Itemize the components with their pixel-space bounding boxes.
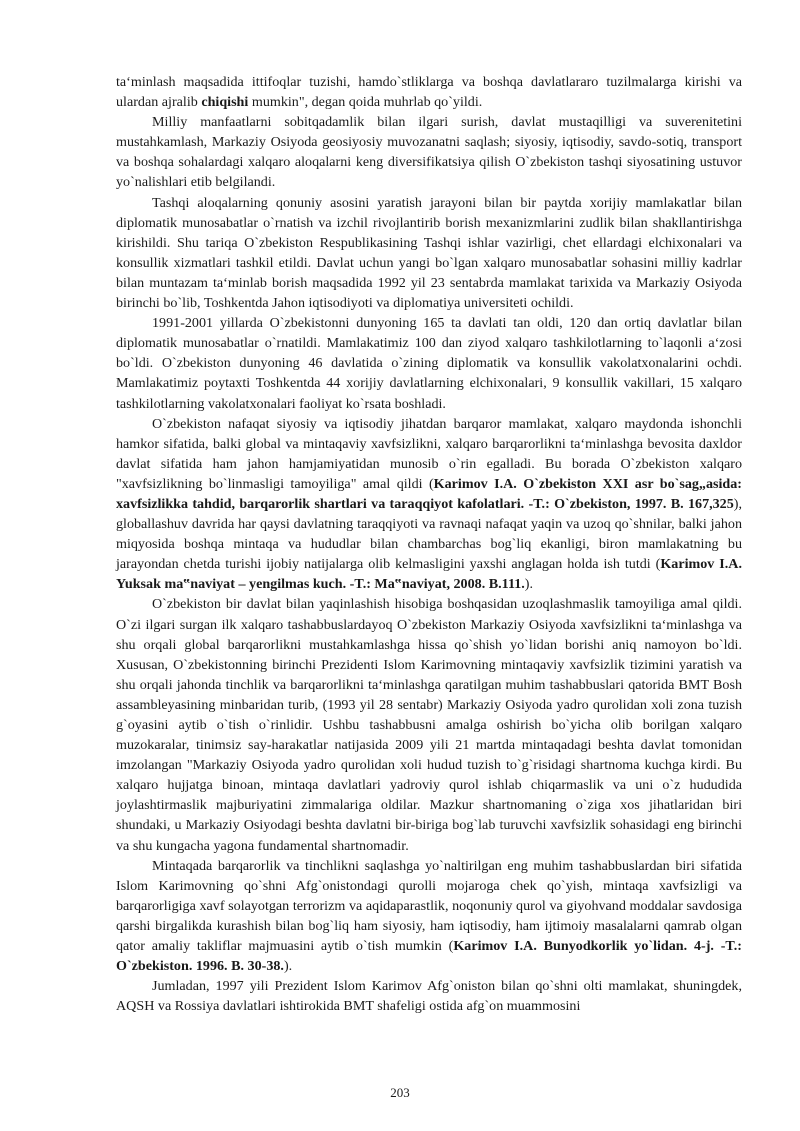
paragraph-text: Tashqi aloqalarning qonuniy asosini yaratish jarayoni bilan bir paytda xorijiy mamlakatlar bilan diplomatik munosabatlar o`rnatish va izchil rivojlantirib borish mexanizmlarini zudlik bilan shakllantirishga kirishildi. Shu tariqa O`zbekiston Respublikasining Tashqi ishlar vazirligi, chet ellardagi elchixonalari va konsullik xizmatlari tashkil etildi. Davlat uchun yangi bo`lgan xalqaro munosabatlar sohasini milliy kadrlar bilan muntazam ta‘minlab borish maqsadida 1992 yil 23 sentabrda mamlakat tarixida va Markaziy Osiyoda birinchi bo`lib, Toshkentda Jahon iqtisodiyoti va diplomatiya universiteti ochildi. xyxy=(116,194,742,312)
bold-citation: Karimov I.A. Yuksak ma‟naviyat – yengilmas kuch. -T.: Ma‟naviyat, 2008. B.111. xyxy=(116,556,743,593)
paragraph-text: 1991-2001 yillarda O`zbekistonni dunyoning 165 ta davlati tan oldi, 120 dan ortiq davlatlar bilan diplomatik munosabatlar o`rnatildi. Mamlakatimiz 100 dan ziyod xalqaro tashkilotlarning to`laqonli a‘zosi bo`ldi. O`zbekiston dunyoning 46 davlatida o`zining diplomatik va konsullik vakolatxonalarini ochdi. Mamlakatimiz poytaxti Toshkentda 44 xorijiy davlatlarning elchixonalari, 9 konsullik vakillari, 15 xalqaro tashkilotlarning vakolatxonalari faoliyat ko`rsata boshladi. xyxy=(116,315,742,412)
paragraph xyxy=(116,72,742,112)
bold-citation: chiqishi xyxy=(201,94,249,111)
paragraph xyxy=(116,594,742,855)
paragraph-text: ta‘minlash maqsadida ittifoqlar tuzishi, hamdo`stliklarga va boshqa davlatlararo tuzilmalarga kirishi va ulardan ajralib xyxy=(116,74,742,111)
paragraph-text: O`zbekiston bir davlat bilan yaqinlashish hisobiga boshqasidan uzoqlashmaslik tamoyiliga amal qildi. O`zi ilgari surgan ilk xalqaro tashabbuslardayoq O`zbekiston Markaziy Osiyoda xavfsizlikni ta‘minlashga va shu orqali global barqarorlikni mustahkamlashga hissa qo`shish yo`lidan borishi aniq namoyon bo`ldi. Xususan, O`zbekistonning birinchi Prezidenti Islom Karimovning mintaqaviy xavfsizlik tizimini yaratish va shu orqali jahonda tinchlik va barqarorlikni ta‘minlashga qaratilgan muhim tashabbuslari qatorida BMT Bosh assambleyasining minbaridan turib, (1993 yil 28 sentabr) Markaziy Osiyoda yadro qurolidan xoli zona tuzish g`oyasini aytib o`tish o`rinlidir. Ushbu tashabbusni amalga oshirish bo`yicha olib borilgan xalqaro muzokaralar, tinimsiz say-harakatlar natijasida 2009 yili 21 martda mintaqadagi beshta davlat tomonidan imzolangan "Markaziy Osiyoda yadro qurolidan xoli hudud tuzish to`g`risidagi shartnoma kuchga kirdi. Bu xalqaro hujjatga binoan, mintaqa davlatlari yadroviy qurol ishlab chiqarmaslik va uni o`z hududida joylashtirmaslik majburiyatini zimmalariga oldilar. Mazkur shartnomaning o`ziga xos jihatlaridan biri shundaki, u Markaziy Osiyodagi beshta davlatni bir-biriga bog`lab turuvchi xavfsizlik sohasidagi eng birinchi va shu kungacha yagona fundamental shartnomadir. xyxy=(116,596,742,854)
paragraph xyxy=(116,976,742,1016)
document-body xyxy=(116,72,742,1016)
paragraph-text: mumkin", degan qoida muhrlab qo`yildi. xyxy=(248,94,483,111)
paragraph-text: ). xyxy=(283,958,293,975)
paragraph xyxy=(116,313,742,413)
paragraph xyxy=(116,112,742,192)
paragraph xyxy=(116,414,742,595)
paragraph-text: Jumladan, 1997 yili Prezident Islom Karimov Afg`oniston bilan qo`shni olti mamlakat, shuningdek, AQSH va Rossiya davlatlari ishtirokida BMT shafeligi ostida afg`on muammosini xyxy=(116,978,742,1015)
paragraph-text: O`zbekiston nafaqat siyosiy va iqtisodiy jihatdan barqaror mamlakat, xalqaro maydonda ishonchli hamkor sifatida, balki global va mintaqaviy xavfsizlikni, xalqaro barqarorlikni ta‘minlashga bevosita daxldor davlat sifatida ham jahon hamjamiyatidan munosib o`rin egalladi. Bu borada O`zbekiston xalqaro "xavfsizlikning bo`linmasligi tamoyiliga" amal qildi ( xyxy=(116,415,742,492)
paragraph-text: Mintaqada barqarorlik va tinchlikni saqlashga yo`naltirilgan eng muhim tashabbuslardan biri sifatida Islom Karimovning qo`shni Afg`onistondagi qurolli mojaroga chek qo`yish, mintaqa xavfsizligi va barqarorligiga xavf solayotgan terrorizm va aqidaparastlik, noqonuniy qurol va giyohvand moddalar savdosiga qarshi birgalikda kurashish bilan bog`liq ham siyosiy, ham iqtisodiy, ham ijtimoiy masalalarni qamrab olgan qator amaliy takliflar majmuasini aytib o`tish mumkin ( xyxy=(116,857,742,955)
bold-citation: Karimov I.A. O`zbekiston XXI asr bo`sag„asida: xavfsizlikka tahdid, barqarorlik shartlari va taraqqiyot kafolatlari. -T.: O`zbekiston, 1997. B. 167,325 xyxy=(116,475,742,512)
paragraph-text: ), globallashuv davrida har qaysi davlatning taraqqiyoti va ravnaqi nafaqat yaqin va uzoq qo`shnilar, balki jahon miqyosida boshqa mintaqa va hududlar bilan chambarchas bog`liq ekanligi, biron mamlakatning bu jarayondan chetda turishi ijobiy natijalarga olib kelmasligini yaxshi anglagan holda ish tutdi ( xyxy=(116,495,742,573)
paragraph-text: Milliy manfaatlarni sobitqadamlik bilan ilgari surish, davlat mustaqilligi va suverenitetini mustahkamlash, Markaziy Osiyoda geosiyosiy muvozanatni saqlash; siyosiy, iqtisodiy, savdo-sotiq, transport va boshqa sohalardagi xalqaro aloqalarni keng diversifikatsiya qilish O`zbekiston tashqi siyosatining ustuvor yo`nalishlari etib belgilandi. xyxy=(116,114,742,191)
page-number: 203 xyxy=(390,1085,410,1100)
paragraph xyxy=(116,856,742,977)
paragraph-text: ). xyxy=(524,576,533,593)
paragraph xyxy=(116,193,742,314)
bold-citation: Karimov I.A. Bunyodkorlik yo`lidan. 4-j. -T.: O`zbekiston. 1996. B. 30-38. xyxy=(116,938,742,975)
